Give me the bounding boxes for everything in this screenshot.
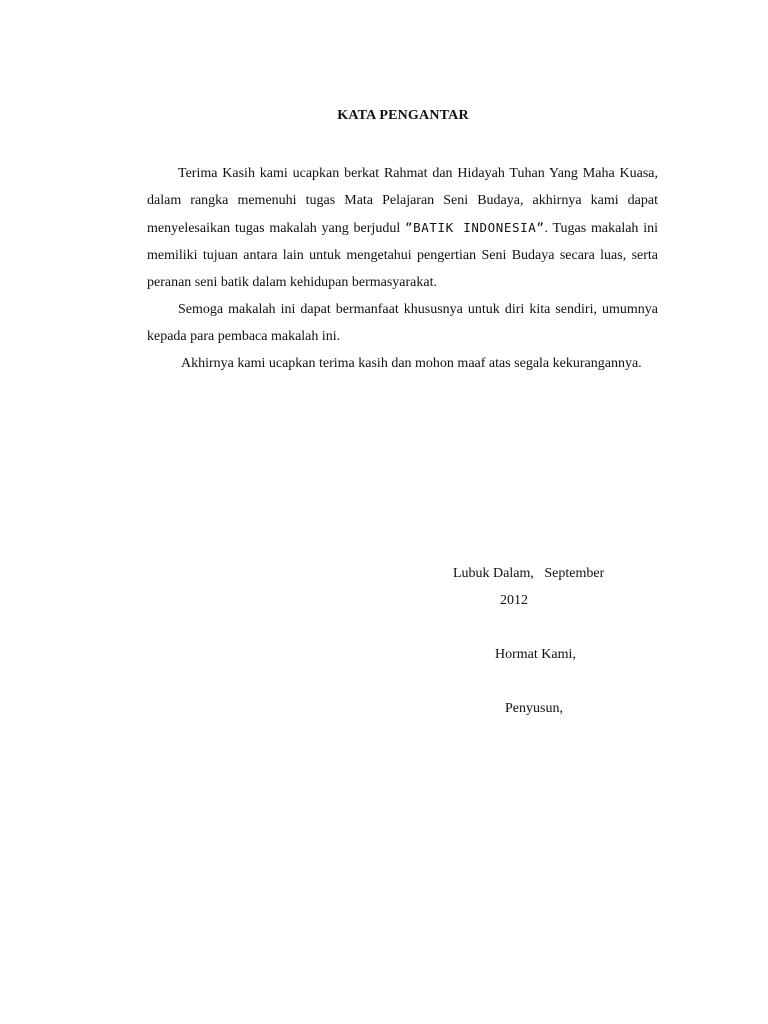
paragraph-thanks: Akhirnya kami ucapkan terima kasih dan mohon maaf atas segala kekurangannya. <box>181 356 642 371</box>
paragraph-hope: Semoga makalah ini dapat bermanfaat khususnya untuk diri kita sendiri, umumnya kepada para pembaca makalah ini. <box>147 302 658 344</box>
page-title: KATA PENGANTAR <box>337 108 469 123</box>
place-date: Lubuk Dalam, September <box>453 566 605 581</box>
closing-greeting: Hormat Kami, <box>495 647 576 662</box>
makalah-title-quote: ”BATIK INDONESIA” <box>405 220 545 235</box>
paragraph-intro <box>147 160 658 296</box>
closing-block <box>420 560 656 722</box>
document-body <box>147 160 658 377</box>
paragraph-intro-text-cont: . Tugas makalah ini memiliki tujuan antara lain untuk mengetahui pengertian Seni Budaya secara luas, serta peranan seni batik dalam kehidupan bermasyarakat. <box>147 221 659 290</box>
paragraph-intro-text: Terima Kasih kami ucapkan berkat Rahmat dan Hidayah Tuhan Yang Maha Kuasa, dalam rangka memenuhi tugas Mata Pelajaran Seni Budaya, akhirnya kami dapat menyelesaikan tugas makalah yang berjudul <box>147 166 658 236</box>
author-signature-label: Penyusun, <box>505 701 563 716</box>
year: 2012 <box>500 593 528 608</box>
